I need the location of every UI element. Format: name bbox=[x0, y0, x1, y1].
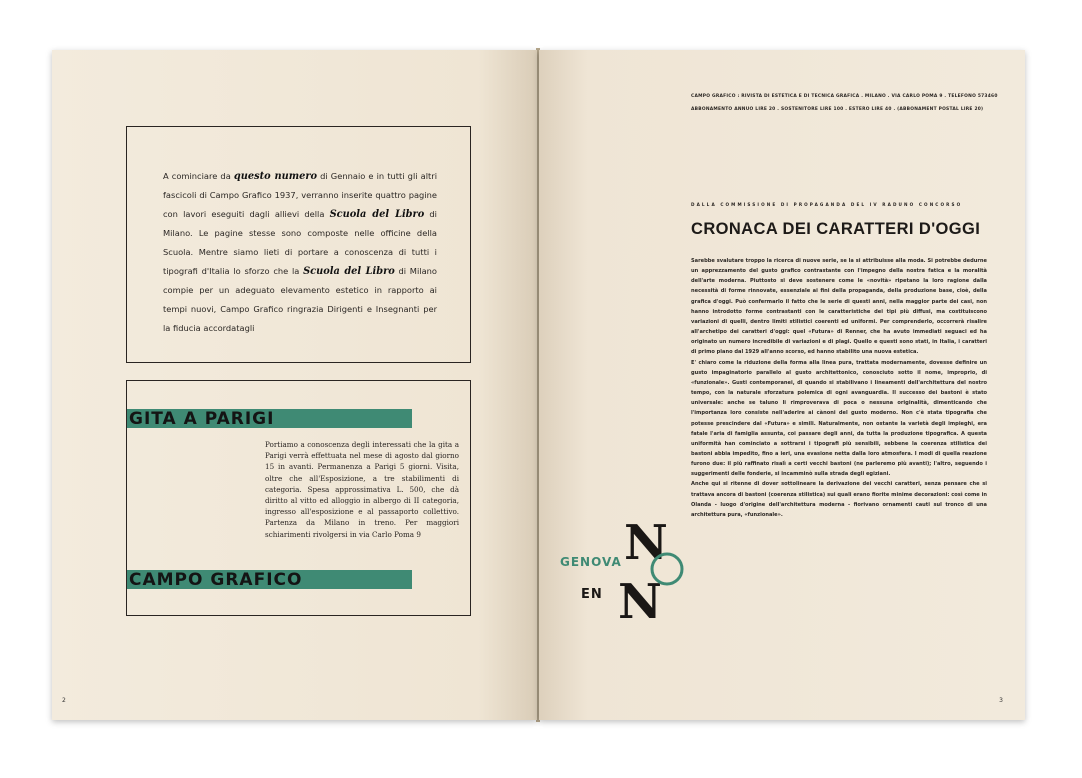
notice-text-part: di Milano compie per un adeguato elevamento estetico in rapporto ai tempi nuovi, Campo Grafico ringrazia Dirigenti e Insegnanti per la fiducia accordatagli bbox=[163, 266, 437, 333]
gita-title: GITA A PARIGI bbox=[127, 409, 412, 428]
article-body bbox=[691, 256, 987, 520]
left-page bbox=[52, 50, 537, 720]
notice-text-part: di Milano. Le pagine stesse sono composte nelle officine della Scuola. Mentre siamo lieti di portare a conoscenza di tutti i tipografi d'Italia lo sforzo che la bbox=[163, 209, 437, 276]
campo-grafico-title: CAMPO GRAFICO bbox=[127, 570, 412, 589]
article-paragraph: Sarebbe svalutare troppo la ricerca di nuove serie, se la si attribuisse alla moda. Si potrebbe dedurne un apprezzamento del gusto grafico contrastante con l'impegno della nostra fatica e la moralità dell'arte moderna. Piuttosto si deve sostenere come le «novità» ripetano la loro ragione dalla necessità di forme rinnovate, essenziale ai fini della propaganda, della produzione base, cioè, della grafica d'oggi. Può confermarlo il fatto che le serie di questi anni, nella maggior parte dei casi, non hanno introdotto forme contrastanti con le caratteristiche dei tipi più diffusi, ma costituiscono variazioni di quelli, dentro limiti stilistici coerenti ed uniformi. Per comprenderlo, occorrerà risalire all'archetipo dei caratteri d'oggi: quel «Futura» di Renner, che ha avuto immediati seguaci ed ha originato un numero incredibile di variazioni e di plagi. Quello e questi sono stati, in Italia, i caratteri di primo piano dal 1929 all'anno scorso, ed hanno stabilito una nuova estetica. bbox=[691, 258, 987, 356]
kicker: DALLA COMMISSIONE DI PROPAGANDA DEL IV RADUNO CONCORSO bbox=[691, 202, 963, 207]
logo-letter-n-bottom: N bbox=[618, 574, 662, 630]
notice-text-part: di Gennaio e in tutti gli altri fascicoli di Campo Grafico 1937, verranno inserite quattro pagine con lavori eseguiti dagli allievi della bbox=[163, 171, 438, 219]
page-number-right: 3 bbox=[999, 697, 1003, 704]
notice-emphasis: Scuola del Libro bbox=[329, 209, 425, 220]
notice-text-part: A cominciare da bbox=[163, 171, 234, 181]
notice-box bbox=[126, 126, 471, 363]
gita-box bbox=[126, 380, 471, 616]
genova-en-logo bbox=[539, 50, 689, 650]
gita-text: Portiamo a conoscenza degli interessati che la gita a Parigi verrà effettuata nel mese di agosto dal giorno 15 in avanti. Permanenza a Parigi 5 giorni. Visita, oltre che all'Esposizione, a tre stabilimenti di categoria. Spesa approssimativa L. 500, che dà diritto al vitto ed alloggio in albergo di II categoria, ingresso all'esposizione e al passaporto collettivo. Partenza da Milano in treno. Per maggiori schiarimenti rivolgersi in via Carlo Poma 9 bbox=[265, 440, 459, 539]
notice-emphasis: Scuola del Libro bbox=[303, 266, 395, 277]
masthead-line-2: ABBONAMENTO ANNUO LIRE 20 . SOSTENITORE LIRE 100 . ESTERO LIRE 40 . (ABBONAMENT POSTAL LIRE 20) bbox=[691, 107, 984, 112]
logo-word-en: EN bbox=[581, 587, 603, 602]
notice-text bbox=[163, 167, 437, 338]
logo-letter-n-top: N bbox=[624, 515, 668, 571]
article-paragraph: E' chiaro come la riduzione della forma alla linea pura, trattata modernamente, dovesse definire un gusto impaginatorio parallelo al gusto architettonico, conosciuto sotto il nome, improprio, di «funzionale». Gusti contemporanei, di quando si stabilivano i lineamenti dell'architettura del nostro tempo, con la naturale sforzatura polemica di ogni avanguardia. Il successo dei bastoni è stato universale: anche se taluno li rimproverava di poca o nessuna originalità, dimenticando che l'importanza loro consiste nell'aderire ai cànoni del gusto moderno. Non c'è stata tipografia che potesse prescindere dal «Futura» e simili. Naturalmente, non ostante la varietà degli impieghi, era fatale l'aria di famiglia assunta, coi passare degli anni, da tutta la produzione tipografica. A questa uniformità han cominciato a sottrarsi i tipografi più sensibili, sebbene la coerenza stilistica dei bastoni abbia impedito, fino a ieri, una evasione netta dalla loro atmosfera. I modi di quella reazione furono due: il più raffinato risalì a certi vecchi bastoni (ne parleremo più avanti); l'altro, seguendo i suggerimenti delle fonderie, si incamminò sulla strada degli egiziani. bbox=[691, 359, 987, 478]
masthead bbox=[691, 94, 998, 120]
masthead-line-1: CAMPO GRAFICO : RIVISTA DI ESTETICA E DI TECNICA GRAFICA . MILANO . VIA CARLO POMA 9 . TELEFONO 573460 bbox=[691, 94, 998, 99]
headline: CRONACA DEI CARATTERI D'OGGI bbox=[691, 220, 981, 238]
logo-word-genova: GENOVA bbox=[560, 555, 622, 569]
right-page bbox=[539, 50, 1025, 720]
notice-emphasis: questo numero bbox=[233, 171, 318, 182]
article-paragraph: Anche qui si ritenne di dover sottolineare la derivazione dei vecchi caratteri, senza pensare che si trattava ancora di bastoni (coerenza stilistica) sui quali erano fiorite minime decorazioni: così come in Olanda - luogo d'origine dell'architettura moderna - fiorivano ornamenti cauti sul tronco di una architettura pura, «funzionale». bbox=[691, 481, 987, 518]
page-number-left: 2 bbox=[62, 697, 66, 704]
